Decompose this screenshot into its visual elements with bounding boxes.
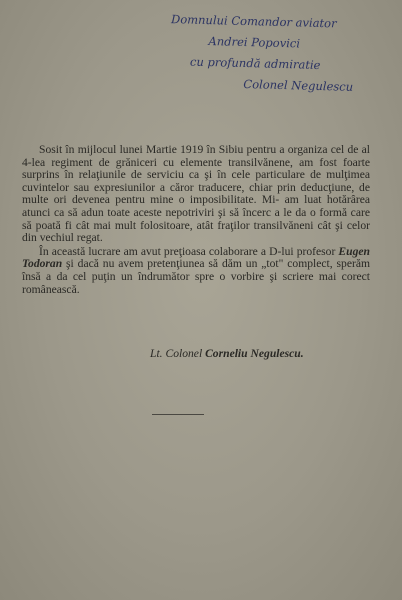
paragraph-2-start: În această lucrare am avut preţioasa colaborare a D-lui profesor — [39, 244, 339, 258]
author-rank: Lt. Colonel — [150, 347, 206, 360]
preface-paragraph-1: Sosit în mijlocul lunei Martie 1919 în Sibiu pentru a organiza cel de al 4-lea regiment de grăniceri cu elemente transilvănene, am fost foarte surprins în relaţiunile de serviciu ca şi în cele particulare de mulţimea cuvintelor sau expresiunilor a căror traducere, chiar prin deducţiune, de multe ori devenea pentru mine o imposibilitate. Mi- am luat hotărârea atunci ca să adun toate aceste nepotriviri şi să încerc a le da o formă care să poată fi cât mai mult folositoare, atât fraţilor transilvăneni cât şi celor din vechiul regat. — [22, 143, 370, 245]
author-signature — [150, 347, 360, 360]
paragraph-2-end: şi dacă nu avem pretenţiunea să dăm un „tot" complect, sperăm însă a da cel puţin un îndrumător spre o vorbire şi scriere mai corect românească. — [22, 257, 370, 296]
dedication-line: Domnului Comandor aviator — [170, 12, 337, 31]
dedication-signature: Colonel Negulescu — [243, 76, 354, 94]
dedication-line: Andrei Popovici — [208, 34, 301, 51]
collaborator-name: Eugen Todoran — [22, 244, 370, 271]
dedication-line: cu profundă admiratie — [189, 54, 321, 72]
handwritten-dedication — [169, 9, 397, 115]
preface-text — [22, 144, 370, 296]
preface-paragraph-2 — [22, 246, 370, 296]
divider-rule — [152, 414, 204, 415]
author-name: Corneliu Negulescu. — [205, 347, 304, 360]
